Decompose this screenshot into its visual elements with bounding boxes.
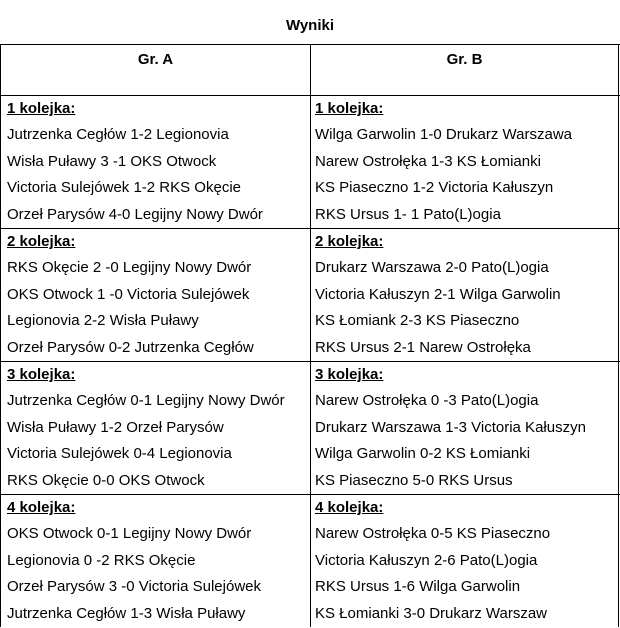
match-result: Orzeł Parysów 3 -0 Victoria Sulejówek	[7, 578, 261, 596]
match-result: Drukarz Warszawa 1-3 Victoria Kałuszyn	[315, 418, 586, 436]
group-b-round-cell	[311, 229, 619, 361]
round-row	[0, 495, 620, 627]
rounds-table	[0, 96, 620, 627]
round-row	[0, 229, 620, 362]
group-a-round-cell	[0, 495, 311, 627]
match-result: KS Piaseczno 5-0 RKS Ursus	[315, 472, 513, 490]
match-result: Wisła Puławy 3 -1 OKS Otwock	[7, 152, 217, 170]
match-result: RKS Okęcie 0-0 OKS Otwock	[7, 472, 205, 490]
match-result: Wilga Garwolin 0-2 KS Łomianki	[315, 445, 531, 463]
match-result: OKS Otwock 0-1 Legijny Nowy Dwór	[7, 525, 252, 542]
group-b-round-cell	[311, 362, 619, 494]
match-result: Jutrzenka Cegłów 1-2 Legionovia	[7, 126, 229, 143]
group-b-round-cell	[311, 96, 619, 228]
match-result: Narew Ostrołęka 1-3 KS Łomianki	[315, 152, 541, 170]
round-label: 2 kolejka:	[315, 233, 384, 250]
match-result: Jutrzenka Cegłów 0-1 Legijny Nowy Dwór	[7, 392, 285, 409]
match-result: RKS Ursus 2-1 Narew Ostrołęka	[315, 339, 531, 357]
match-result: RKS Ursus 1- 1 Pato(L)ogia	[315, 206, 501, 224]
match-result: Orzeł Parysów 0-2 Jutrzenka Cegłów	[7, 339, 254, 357]
match-result: Legionovia 0 -2 RKS Okęcie	[7, 551, 196, 569]
match-result: Victoria Kałuszyn 2-1 Wilga Garwolin	[315, 285, 561, 303]
group-a-round-cell	[0, 96, 311, 228]
round-label: 1 kolejka:	[315, 100, 384, 117]
title-row	[0, 0, 620, 45]
group-a-header: Gr. A	[0, 45, 311, 95]
group-header-row	[0, 45, 620, 96]
match-result: KS Łomianki 3-0 Drukarz Warszaw	[315, 605, 548, 623]
match-result: RKS Ursus 1-6 Wilga Garwolin	[315, 578, 521, 596]
group-a-round-cell	[0, 362, 311, 494]
group-a-round-cell	[0, 229, 311, 361]
match-result: Wilga Garwolin 1-0 Drukarz Warszawa	[315, 126, 573, 143]
round-label: 3 kolejka:	[315, 366, 384, 383]
round-label: 3 kolejka:	[7, 366, 76, 383]
round-row	[0, 362, 620, 495]
match-result: Narew Ostrołęka 0 -3 Pato(L)ogia	[315, 392, 539, 409]
match-result: RKS Okęcie 2 -0 Legijny Nowy Dwór	[7, 259, 252, 276]
round-label: 4 kolejka:	[315, 499, 384, 516]
round-label: 2 kolejka:	[7, 233, 76, 250]
match-result: Victoria Sulejówek 1-2 RKS Okęcie	[7, 179, 241, 197]
round-label: 4 kolejka:	[7, 499, 76, 516]
match-result: Orzeł Parysów 4-0 Legijny Nowy Dwór	[7, 206, 263, 224]
match-result: Narew Ostrołęka 0-5 KS Piaseczno	[315, 525, 551, 542]
match-result: KS Piaseczno 1-2 Victoria Kałuszyn	[315, 179, 554, 197]
match-result: Wisła Puławy 1-2 Orzeł Parysów	[7, 418, 224, 436]
page-title: Wyniki	[285, 16, 335, 34]
match-result: Victoria Kałuszyn 2-6 Pato(L)ogia	[315, 551, 538, 569]
round-row	[0, 96, 620, 229]
round-label: 1 kolejka:	[7, 100, 76, 117]
group-b-header: Gr. B	[311, 45, 619, 95]
match-result: Drukarz Warszawa 2-0 Pato(L)ogia	[315, 259, 549, 276]
match-result: Jutrzenka Cegłów 1-3 Wisła Puławy	[7, 605, 246, 623]
match-result: Victoria Sulejówek 0-4 Legionovia	[7, 445, 232, 463]
match-result: OKS Otwock 1 -0 Victoria Sulejówek	[7, 285, 250, 303]
match-result: KS Łomiank 2-3 KS Piaseczno	[315, 312, 520, 330]
group-b-round-cell	[311, 495, 619, 627]
match-result: Legionovia 2-2 Wisła Puławy	[7, 312, 199, 330]
